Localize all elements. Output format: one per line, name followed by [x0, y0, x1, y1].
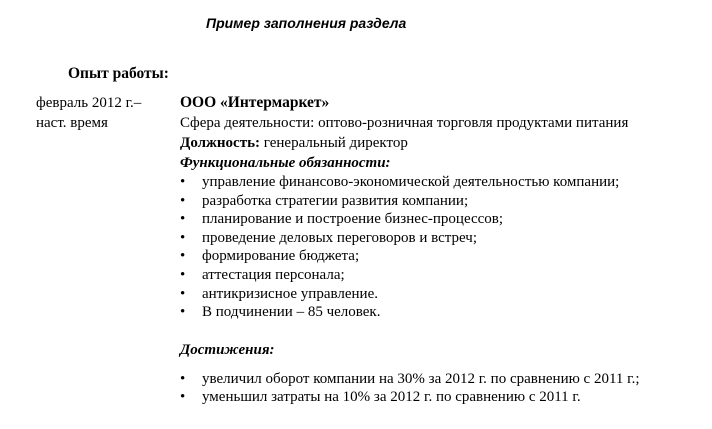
duty-text: В подчинении – 85 человек. [202, 304, 381, 321]
position-label: Должность: [180, 135, 261, 151]
list-item [180, 370, 705, 389]
duty-text: управление финансово-экономической деятельностью компании; [202, 174, 620, 190]
job-details [180, 93, 705, 407]
section-heading: Опыт работы: [68, 65, 169, 82]
list-item [180, 192, 705, 211]
period-start: февраль 2012 г.– [36, 95, 142, 111]
list-item [180, 173, 705, 192]
bullet-icon: • [180, 389, 186, 406]
bullet-icon: • [180, 266, 186, 283]
position-line [180, 133, 705, 153]
bullet-icon: • [180, 229, 186, 246]
duty-text: проведение деловых переговоров и встреч; [202, 229, 478, 246]
field-of-activity: Сфера деятельности: оптово-розничная торговля продуктами питания [180, 115, 629, 131]
list-item [180, 229, 705, 248]
list-item [180, 247, 705, 266]
employment-period [36, 93, 141, 133]
position-value: генеральный директор [260, 135, 408, 151]
period-end: наст. время [36, 115, 108, 131]
achievements-list [180, 370, 705, 407]
achievements-heading: Достижения: [180, 341, 275, 358]
bullet-icon: • [180, 304, 186, 321]
duty-text: аттестация персонала; [202, 266, 345, 283]
achievement-text: уменьшил затраты на 10% за 2012 г. по сравнению с 2011 г. [202, 389, 581, 406]
duties-list [180, 173, 705, 322]
duty-text: разработка стратегии развития компании; [202, 192, 469, 209]
list-item [180, 303, 705, 322]
duty-text: антикризисное управление. [202, 285, 378, 302]
duty-text: планирование и построение бизнес-процессов; [202, 211, 504, 228]
document-title: Пример заполнения раздела [206, 15, 407, 31]
bullet-icon: • [180, 370, 186, 387]
bullet-icon: • [180, 174, 186, 190]
company-name: ООО «Интермаркет» [180, 94, 330, 111]
list-item [180, 210, 705, 229]
list-item [180, 388, 705, 407]
bullet-icon: • [180, 192, 186, 209]
list-item [180, 266, 705, 285]
duties-heading: Функциональные обязанности: [180, 155, 391, 171]
bullet-icon: • [180, 285, 186, 302]
bullet-icon: • [180, 248, 186, 265]
duty-text: формирование бюджета; [202, 248, 360, 265]
bullet-icon: • [180, 211, 186, 228]
achievement-text: увеличил оборот компании на 30% за 2012 г. по сравнению с 2011 г.; [202, 370, 640, 387]
list-item [180, 285, 705, 304]
